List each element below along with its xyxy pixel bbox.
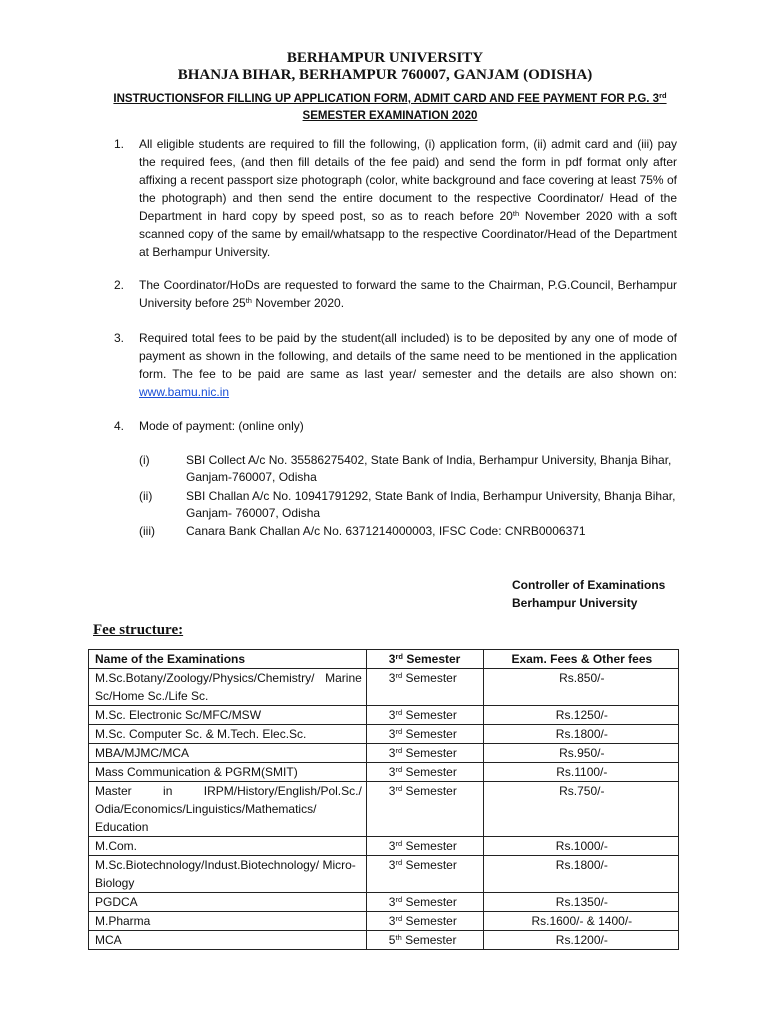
- sem-num: 3: [388, 765, 396, 779]
- instruction-text: Mode of payment: (online only): [139, 419, 304, 433]
- sem-sup: rd: [395, 895, 403, 904]
- exam-fee: Rs.950/-: [483, 744, 678, 763]
- instructions-title: [80, 91, 700, 125]
- instruction-sup: th: [512, 209, 520, 218]
- sem-num: 3: [388, 708, 396, 722]
- exam-name: M.Com.: [89, 837, 367, 856]
- payment-text: SBI Challan A/c No. 10941791292, State Bank of India, Berhampur University, Bhanja Bihar, Ganjam- 760007, Odisha: [186, 489, 676, 520]
- exam-name: Mass Communication & PGRM(SMIT): [89, 763, 367, 782]
- instruction-text: The Coordinator/HoDs are requested to forward the same to the Chairman, P.G.Council, Berhampur University before 25: [139, 278, 677, 310]
- sem-sup: rd: [395, 914, 403, 923]
- exam-name: MBA/MJMC/MCA: [89, 744, 367, 763]
- instruction-number: 3.: [114, 331, 125, 345]
- sem-text: Semester: [402, 708, 457, 722]
- sem-num: 3: [388, 671, 396, 685]
- sem-text: Semester: [402, 727, 457, 741]
- exam-semester: [366, 669, 483, 706]
- sem-text: Semester: [402, 858, 457, 872]
- sem-num: 3: [388, 839, 396, 853]
- instructions-title-line1: INSTRUCTIONSFOR FILLING UP APPLICATION FORM, ADMIT CARD AND FEE PAYMENT FOR P.G. 3: [113, 93, 660, 105]
- payment-text: Canara Bank Challan A/c No. 6371214000003, IFSC Code: CNRB0006371: [186, 524, 586, 538]
- sem-num: 3: [388, 895, 396, 909]
- sem-sup: th: [395, 933, 402, 942]
- sem-text: Semester: [402, 895, 457, 909]
- sem-sup: rd: [395, 727, 403, 736]
- payment-mode-2: [139, 488, 679, 522]
- instruction-text: Required total fees to be paid by the student(all included) is to be deposited by any one of mode of payment as shown in the following, and details of the same need to be mentioned in the application form. The fee to be paid are same as last year/ semester and the details are also shown on:: [139, 331, 677, 381]
- exam-name: M.Sc.Botany/Zoology/Physics/Chemistry/ Marine Sc/Home Sc./Life Sc.: [89, 669, 367, 706]
- table-row: [89, 706, 679, 725]
- header-name: Name of the Examinations: [89, 650, 367, 669]
- table-row: [89, 893, 679, 912]
- exam-fee: Rs.1250/-: [483, 706, 678, 725]
- sem-text: Semester: [402, 671, 457, 685]
- exam-semester: [366, 782, 483, 837]
- exam-semester: [366, 856, 483, 893]
- exam-name: M.Sc. Electronic Sc/MFC/MSW: [89, 706, 367, 725]
- payment-mode-3: [139, 523, 679, 540]
- sem-num: 3: [388, 858, 396, 872]
- exam-name: MCA: [89, 931, 367, 950]
- sem-text: Semester: [402, 765, 457, 779]
- exam-fee: Rs.850/-: [483, 669, 678, 706]
- exam-name: M.Sc.Biotechnology/Indust.Biotechnology/ Micro-Biology: [89, 856, 367, 893]
- instruction-text-cont: November 2020 with a soft scanned copy of the same by email/whatsapp to the respective Coordinator/Head of the Department at Berhampur University.: [139, 209, 677, 259]
- sem-text: Semester: [402, 914, 457, 928]
- payment-roman: (i): [139, 453, 150, 467]
- instructions-title-line2: SEMESTER EXAMINATION 2020: [302, 110, 478, 122]
- instruction-sup: th: [245, 296, 252, 305]
- table-row: [89, 725, 679, 744]
- instruction-item-2: [114, 276, 677, 312]
- header-semester-num: 3: [388, 652, 396, 666]
- table-row: [89, 837, 679, 856]
- instruction-text-cont: November 2020.: [251, 296, 345, 310]
- table-row: [89, 782, 679, 837]
- exam-fee: Rs.1800/-: [483, 725, 678, 744]
- instructions-title-sup: rd: [659, 91, 667, 100]
- payment-roman: (iii): [139, 524, 155, 538]
- exam-name: M.Sc. Computer Sc. & M.Tech. Elec.Sc.: [89, 725, 367, 744]
- table-row: [89, 744, 679, 763]
- signature-org: Berhampur University: [512, 596, 638, 610]
- exam-semester: [366, 706, 483, 725]
- header-semester-sup: rd: [395, 652, 403, 661]
- exam-fee: Rs.1800/-: [483, 856, 678, 893]
- sem-num: 3: [388, 727, 396, 741]
- payment-text: SBI Collect A/c No. 35586275402, State Bank of India, Berhampur University, Bhanja Bihar, Ganjam-760007, Odisha: [186, 453, 672, 484]
- exam-semester: [366, 912, 483, 931]
- table-row: [89, 763, 679, 782]
- exam-name: M.Pharma: [89, 912, 367, 931]
- instruction-item-4: [114, 417, 677, 435]
- sem-sup: rd: [395, 671, 403, 680]
- exam-fee: Rs.1100/-: [483, 763, 678, 782]
- sem-text: Semester: [402, 746, 457, 760]
- fee-structure-heading: Fee structure:: [93, 622, 184, 638]
- sem-sup: rd: [395, 858, 403, 867]
- table-row: [89, 912, 679, 931]
- exam-name: PGDCA: [89, 893, 367, 912]
- payment-roman: (ii): [139, 489, 153, 503]
- website-link[interactable]: www.bamu.nic.in: [139, 385, 230, 399]
- sem-sup: rd: [395, 839, 403, 848]
- sem-sup: rd: [395, 765, 403, 774]
- exam-semester: [366, 744, 483, 763]
- exam-fee: Rs.750/-: [483, 782, 678, 837]
- exam-semester: [366, 763, 483, 782]
- exam-semester: [366, 837, 483, 856]
- instruction-number: 2.: [114, 278, 125, 292]
- exam-fee: Rs.1000/-: [483, 837, 678, 856]
- table-row: [89, 931, 679, 950]
- exam-name: Master in IRPM/History/English/Pol.Sc./ Odia/Economics/Linguistics/Mathematics/ Education: [89, 782, 367, 837]
- sem-sup: rd: [395, 784, 403, 793]
- sem-num: 3: [388, 914, 396, 928]
- university-name: BERHAMPUR UNIVERSITY: [286, 50, 484, 66]
- exam-fee: Rs.1600/- & 1400/-: [483, 912, 678, 931]
- header-fees: Exam. Fees & Other fees: [483, 650, 678, 669]
- exam-fee: Rs.1350/-: [483, 893, 678, 912]
- sem-text: Semester: [402, 784, 457, 798]
- instruction-number: 4.: [114, 419, 125, 433]
- sem-sup: rd: [395, 708, 403, 717]
- instruction-item-3: [114, 329, 677, 401]
- payment-mode-1: [139, 452, 679, 486]
- sem-num: 3: [388, 746, 396, 760]
- exam-semester: [366, 931, 483, 950]
- table-row: [89, 669, 679, 706]
- header-semester-text: Semester: [402, 652, 461, 666]
- instruction-number: 1.: [114, 137, 125, 151]
- sem-sup: rd: [395, 746, 403, 755]
- instruction-text: All eligible students are required to fill the following, (i) application form, (ii) admit card and (iii) pay the required fees, (and then fill details of the fee paid) and send the form in pdf format only after affixing a recent passport size photograph (color, white background and face covering at least 75% of the photograph) and then send the entire document to the respective Coordinator/ Head of the Department in hard copy by speed post, so as to reach before 20: [139, 137, 677, 223]
- header-semester: [366, 650, 483, 669]
- exam-semester: [366, 725, 483, 744]
- instruction-item-1: [114, 135, 677, 261]
- sem-text: Semester: [401, 933, 457, 947]
- fee-table-header: [89, 650, 679, 669]
- exam-fee: Rs.1200/-: [483, 931, 678, 950]
- table-row: [89, 856, 679, 893]
- exam-semester: [366, 893, 483, 912]
- sem-num: 5: [388, 933, 396, 947]
- university-address: BHANJA BIHAR, BERHAMPUR 760007, GANJAM (ODISHA): [177, 67, 593, 83]
- sem-text: Semester: [402, 839, 457, 853]
- signature-title: Controller of Examinations: [512, 578, 666, 592]
- fee-table: [88, 649, 679, 950]
- sem-num: 3: [388, 784, 396, 798]
